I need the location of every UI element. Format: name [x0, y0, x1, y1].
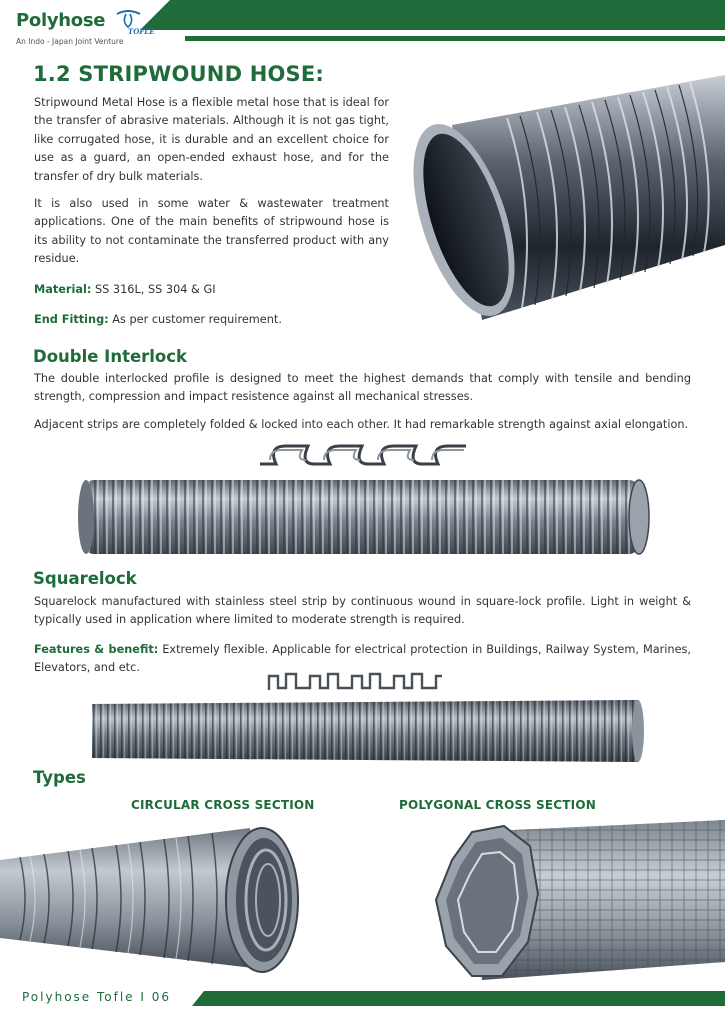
material-value: SS 316L, SS 304 & GI [91, 283, 216, 296]
end-fitting-value: As per customer requirement. [108, 313, 282, 326]
squarelock-title: Squarelock [33, 569, 137, 588]
logo-wordmark: Polyhose [16, 10, 106, 31]
features-value: Extremely flexible. Applicable for electrical protection in Buildings, Railway System, Marines, Elevators, and etc. [34, 643, 691, 675]
polygonal-cross-section-label: POLYGONAL CROSS SECTION [399, 798, 596, 812]
page-title: 1.2 STRIPWOUND HOSE: [33, 62, 325, 86]
circular-cross-section-image [0, 820, 305, 980]
brand-logo [16, 10, 155, 46]
features-label: Features & benefit: [34, 643, 159, 656]
double-interlock-profile-diagram [256, 440, 470, 470]
squarelock-hose-image [86, 698, 646, 766]
squarelock-paragraph: Squarelock manufactured with stainless steel strip by continuous wound in square-lock profile. Light in weight & typically used in application where limited to moderate strength is required. [34, 595, 691, 627]
intro-paragraph-1: Stripwound Metal Hose is a flexible metal hose that is ideal for the transfer of abrasive materials. Although it is not gas tight, like corrugated hose, it is durable and an excellent choice for use as a guard, an open-ended exhaust hose, and for the transfer of dry bulk materials. [34, 96, 389, 183]
footer-page-label: Polyhose Tofle I 06 [22, 990, 171, 1004]
logo-tagline: An Indo - Japan Joint Venture [16, 37, 124, 46]
material-line [34, 281, 389, 299]
squarelock-profile-diagram [266, 668, 444, 694]
header-green-bar [140, 0, 725, 30]
double-interlock-hose-image [76, 474, 651, 560]
intro-paragraph-2: It is also used in some water & wastewater treatment applications. One of the main benefits of stripwound hose is its ability to not contaminate the transferred product with any residue. [34, 197, 389, 266]
material-label: Material: [34, 283, 92, 296]
logo-partner: TOFLE [128, 27, 155, 36]
end-fitting-line [34, 311, 389, 329]
end-fitting-label: End Fitting: [34, 313, 109, 326]
stripwound-hose-image [412, 70, 725, 330]
types-title: Types [33, 768, 86, 787]
double-interlock-paragraph-2: Adjacent strips are completely folded & locked into each other. It had remarkable strength against axial elongation. [34, 418, 689, 431]
circular-cross-section-label: CIRCULAR CROSS SECTION [131, 798, 315, 812]
footer-green-bar [192, 991, 725, 1006]
double-interlock-title: Double Interlock [33, 347, 188, 366]
polygonal-cross-section-image [432, 820, 725, 982]
header-green-line [185, 36, 725, 41]
double-interlock-paragraph-1: The double interlocked profile is designed to meet the highest demands that comply with tensile and bending strength, compression and impact resistence against all mechanical stresses. [34, 372, 691, 404]
